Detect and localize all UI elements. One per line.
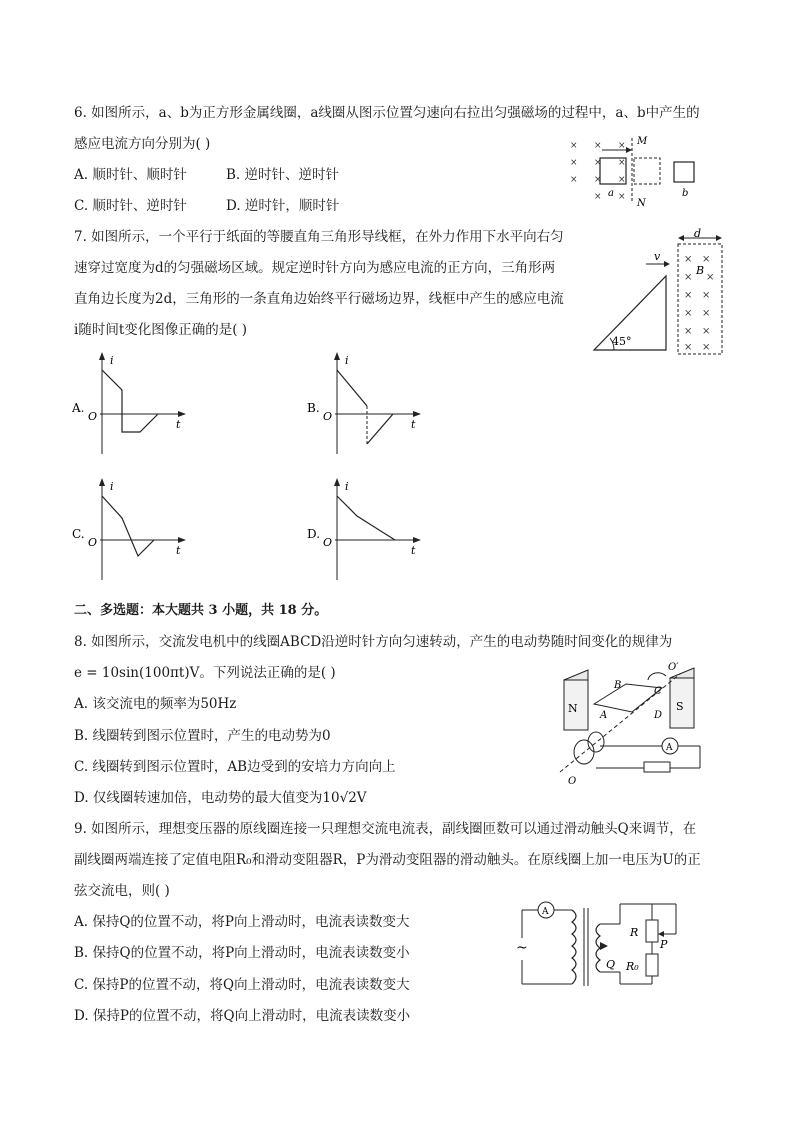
q7-label-angle: 45° bbox=[612, 335, 632, 348]
q7-stem-line1: 7. 如图所示，一个平行于纸面的等腰直角三角形导线框，在外力作用下水平向右匀 bbox=[74, 229, 564, 245]
q6-label-a: a bbox=[608, 188, 614, 199]
q9-label-r: R bbox=[630, 926, 639, 939]
q6-option-c: C. 顺时针、逆时针 bbox=[74, 198, 187, 214]
coil-a: A bbox=[600, 710, 608, 721]
svg-text:×: × bbox=[684, 308, 693, 319]
svg-text:×: × bbox=[706, 272, 715, 283]
q7-label-v: v bbox=[654, 250, 661, 263]
q8-option-c: C. 线圈转到图示位置时，AB边受到的安培力方向向上 bbox=[74, 759, 396, 775]
graph-a-label: A. bbox=[72, 401, 85, 415]
q9-option-c: C. 保持P的位置不动，将Q向上滑动时，电流表读数变大 bbox=[74, 977, 410, 993]
svg-text:×: × bbox=[702, 342, 711, 353]
q8-option-b: B. 线圈转到图示位置时，产生的电动势为0 bbox=[74, 728, 331, 744]
q9-transformer-figure bbox=[508, 894, 694, 990]
q6-stem-line2: 感应电流方向分别为( ) bbox=[74, 136, 211, 152]
q8-stem-line2: e = 10sin(100πt)V。下列说法正确的是( ) bbox=[74, 665, 336, 681]
graph-a-o: O bbox=[88, 410, 98, 423]
q9-stem-line1: 9. 如图所示，理想变压器的原线圈连接一只理想交流电流表，副线圈匝数可以通过滑动触头Q来调节，在 bbox=[74, 821, 697, 837]
magnet-s: S bbox=[676, 700, 684, 713]
svg-text:×: × bbox=[702, 254, 711, 265]
q7-stem-line4: i随时间t变化图像正确的是( ) bbox=[74, 322, 248, 338]
q6-option-b: B. 逆时针、逆时针 bbox=[226, 167, 340, 183]
graph-a-t: t bbox=[176, 418, 181, 431]
graph-a-i: i bbox=[110, 354, 114, 367]
section-2-heading: 二、多选题：本大题共 3 小题，共 18 分。 bbox=[74, 603, 328, 618]
coil-d: D bbox=[654, 710, 663, 721]
q9-option-a: A. 保持Q的位置不动，将P向上滑动时，电流表读数变大 bbox=[74, 914, 410, 930]
graph-b-t: t bbox=[411, 418, 416, 431]
graph-b-label: B. bbox=[307, 401, 320, 415]
svg-text:×: × bbox=[684, 254, 693, 265]
q8-option-a: A. 该交流电的频率为50Hz bbox=[74, 696, 237, 712]
svg-text:×: × bbox=[618, 158, 626, 168]
q6-stem-line1: 6. 如图所示，a、b为正方形金属线圈，a线圈从图示位置匀速向右拉出匀强磁场的过程中，a、b中产生的 bbox=[74, 105, 700, 121]
svg-text:×: × bbox=[570, 175, 578, 185]
q9-stem-line3: 弦交流电，则( ) bbox=[74, 883, 170, 899]
graph-d-o: O bbox=[323, 536, 333, 549]
q8-option-d: D. 仅线圈转速加倍，电动势的最大值变为10√2V bbox=[74, 790, 367, 806]
svg-text:×: × bbox=[594, 192, 602, 202]
coil-c: C bbox=[654, 686, 662, 697]
svg-text:×: × bbox=[684, 326, 693, 337]
magnet-n: N bbox=[568, 702, 578, 715]
q9-label-q: Q bbox=[606, 958, 616, 971]
svg-text:×: × bbox=[570, 141, 578, 151]
q9-label-p: P bbox=[660, 938, 668, 951]
graph-c-label: C. bbox=[72, 527, 85, 541]
q8-stem-line1: 8. 如图所示，交流发电机中的线圈ABCD沿逆时针方向匀速转动，产生的电动势随时间变化的规律为 bbox=[74, 634, 673, 650]
graph-c-t: t bbox=[176, 544, 181, 557]
q8-generator-figure bbox=[540, 660, 710, 790]
q9-option-d: D. 保持P的位置不动，将Q向上滑动时，电流表读数变小 bbox=[74, 1008, 411, 1024]
svg-text:×: × bbox=[702, 290, 711, 301]
svg-text:×: × bbox=[594, 158, 602, 168]
q7-graph-a[interactable] bbox=[70, 348, 200, 463]
axis-o-prime: O′ bbox=[668, 662, 679, 673]
q6-option-d: D. 逆时针，顺时针 bbox=[226, 198, 340, 214]
q7-stem-line2: 速穿过宽度为d的匀强磁场区域。规定逆时针方向为感应电流的正方向，三角形两 bbox=[74, 260, 556, 276]
q6-figure bbox=[562, 130, 712, 210]
q7-label-d: d bbox=[694, 228, 702, 240]
q8-ammeter: A bbox=[666, 743, 673, 753]
q7-label-b: B bbox=[696, 264, 705, 277]
graph-d-i: i bbox=[345, 480, 349, 493]
svg-text:×: × bbox=[618, 192, 626, 202]
q7-figure bbox=[588, 228, 728, 358]
q6-label-n: N bbox=[637, 198, 646, 209]
svg-text:×: × bbox=[618, 175, 626, 185]
q7-stem-line3: 直角边长度为2d，三角形的一条直角边始终平行磁场边界，线框中产生的感应电流 bbox=[74, 291, 564, 307]
q9-stem-line2: 副线圈两端连接了定值电阻R₀和滑动变阻器R，P为滑动变阻器的滑动触头。在原线圈上加一电压为U的正 bbox=[74, 852, 701, 868]
coil-b: B bbox=[614, 680, 622, 691]
svg-text:×: × bbox=[594, 175, 602, 185]
svg-text:×: × bbox=[702, 326, 711, 337]
q7-graph-d[interactable] bbox=[305, 474, 435, 589]
svg-text:×: × bbox=[594, 141, 602, 151]
graph-d-t: t bbox=[411, 544, 416, 557]
graph-b-o: O bbox=[323, 410, 333, 423]
q6-option-a: A. 顺时针、顺时针 bbox=[74, 167, 187, 183]
q9-ammeter: A bbox=[542, 907, 549, 917]
svg-text:×: × bbox=[684, 342, 693, 353]
svg-text:×: × bbox=[570, 158, 578, 168]
q9-label-r0: R₀ bbox=[626, 960, 639, 973]
q6-label-m: M bbox=[637, 136, 648, 147]
svg-text:×: × bbox=[702, 308, 711, 319]
q7-graph-b[interactable] bbox=[305, 348, 435, 463]
svg-text:×: × bbox=[618, 141, 626, 151]
q6-label-b: b bbox=[682, 188, 689, 199]
graph-c-o: O bbox=[88, 536, 98, 549]
svg-text:×: × bbox=[684, 272, 693, 283]
svg-text:×: × bbox=[684, 290, 693, 301]
graph-d-label: D. bbox=[307, 527, 321, 541]
graph-c-i: i bbox=[110, 480, 114, 493]
axis-o: O bbox=[568, 776, 577, 787]
graph-b-i: i bbox=[345, 354, 349, 367]
q9-option-b: B. 保持Q的位置不动，将P向上滑动时，电流表读数变小 bbox=[74, 945, 410, 961]
ac-source: ~ bbox=[516, 940, 528, 956]
q7-graph-c[interactable] bbox=[70, 474, 200, 589]
